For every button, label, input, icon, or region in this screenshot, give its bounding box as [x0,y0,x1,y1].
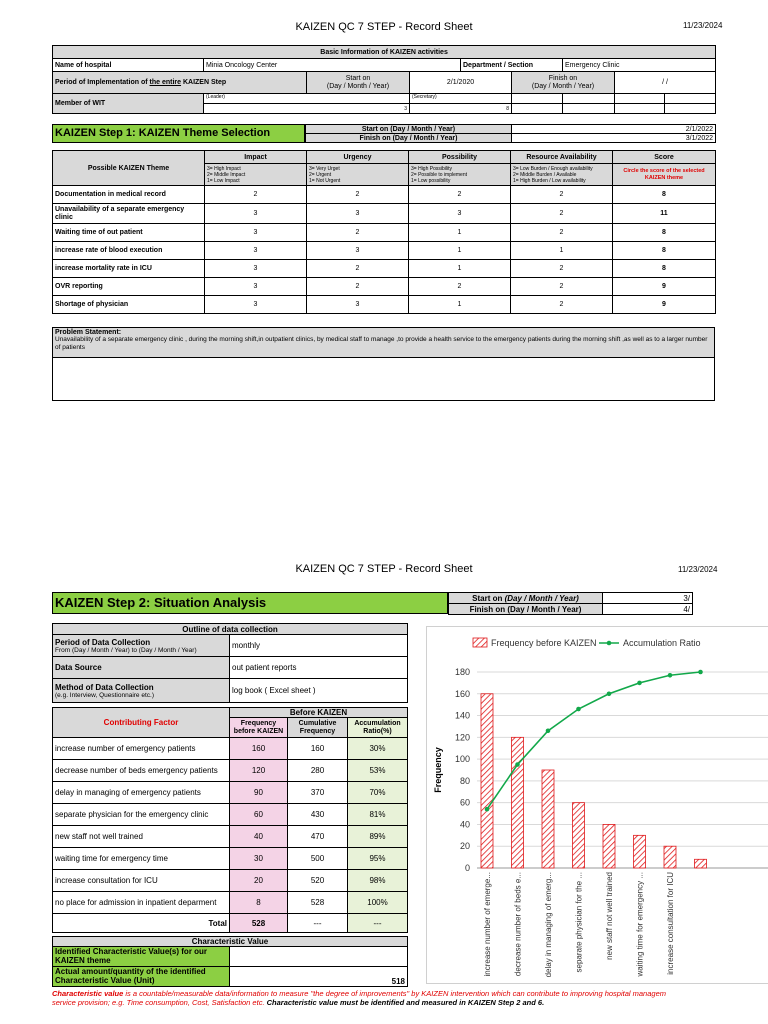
bar [573,803,585,868]
step1-finish-value[interactable]: 3/1/2022 [512,134,716,143]
data-source-value[interactable]: out patient reports [230,657,408,679]
theme-name[interactable]: Shortage of physician [53,296,205,314]
period-collection-label: Period of Data Collection From (Day / Month / Year) to (Day / Month / Year) [53,635,230,657]
urgency-legend: 3= Very Urget 2= Urgent 1= Not Urgent [307,164,409,186]
factor-freq[interactable]: 60 [230,804,288,826]
factor-row [53,804,408,826]
line-point [698,670,703,675]
finish-on-label: Finish on (Day / Month / Year) [512,72,615,94]
factor-name[interactable]: no place for admission in inpatient deparment [53,892,230,914]
score-value: 8 [613,224,716,242]
step1-title: KAIZEN Step 1: KAIZEN Theme Selection [52,124,305,143]
score-value: 9 [613,296,716,314]
factor-ratio[interactable]: 100% [348,892,408,914]
resource-col-header: Resource Availability [511,151,613,164]
legend-line-label: Accumulation Ratio [623,638,701,648]
factor-name[interactable]: separate physician for the emergency clinic [53,804,230,826]
sheet2-date: 11/23/2024 [678,565,718,574]
actual-label: Actual amount/quantity of the identified Characteristic Value (Unit) [53,967,230,987]
step2-dates [448,592,693,615]
period-collection-value[interactable]: monthly [230,635,408,657]
factor-col-header: Contributing Factor [53,708,230,738]
x-tick-label: increase number of emerge... [483,872,492,977]
y-tick-label: 120 [454,732,470,743]
resource-value[interactable]: 2 [511,186,613,204]
step1-finish-label: Finish on (Day / Month / Year) [306,134,512,143]
factor-cum[interactable]: 280 [288,760,348,782]
score-value: 9 [613,278,716,296]
total-label: Total [53,914,230,933]
urgency-value[interactable]: 2 [307,260,409,278]
total-ratio: --- [348,914,408,933]
step2-finish-value[interactable]: 4/ [603,604,693,615]
freq-col-header: Frequency before KAIZEN [230,718,288,738]
impact-col-header: Impact [205,151,307,164]
problem-statement-box [52,327,715,401]
theme-table [52,150,716,314]
impact-value[interactable]: 3 [205,224,307,242]
line-point [546,729,551,734]
resource-value[interactable]: 2 [511,296,613,314]
outline-header: Outline of data collection [53,624,408,635]
factor-ratio[interactable]: 53% [348,760,408,782]
step2-finish-label: Finish on (Day / Month / Year) [449,604,603,615]
finish-on-value[interactable]: / / [615,72,716,94]
data-source-label: Data Source [53,657,230,679]
factor-row [53,892,408,914]
theme-name[interactable]: Waiting time of out patient [53,224,205,242]
identified-label: Identified Characteristic Value(s) for our KAIZEN theme [53,947,230,967]
urgency-value[interactable]: 3 [307,204,409,224]
resource-value[interactable]: 2 [511,224,613,242]
factor-freq[interactable]: 160 [230,738,288,760]
step2-start-label: Start on (Day / Month / Year) [449,593,603,604]
bar [481,694,493,868]
y-tick-label: 40 [459,819,470,830]
possibility-legend: 3= High Possibility 2= Possible to implement 1= Low possibility [409,164,511,186]
resource-value[interactable]: 2 [511,278,613,296]
factor-name[interactable]: waiting time for emergency time [53,848,230,870]
factor-row [53,826,408,848]
impact-value[interactable]: 3 [205,204,307,224]
impact-value[interactable]: 3 [205,260,307,278]
theme-name[interactable]: OVR reporting [53,278,205,296]
factor-row [53,738,408,760]
factor-ratio[interactable]: 95% [348,848,408,870]
secretary-label: (Secretary) [410,94,512,104]
urgency-col-header: Urgency [307,151,409,164]
theme-row [53,204,716,224]
step1-dates [305,124,716,143]
impact-legend: 3= High Impact 2= Middle Impact 1= Low Impact [205,164,307,186]
bar [512,737,524,868]
factor-name[interactable]: increase number of emergency patients [53,738,230,760]
factor-name[interactable]: delay in managing of emergency patients [53,782,230,804]
factor-ratio[interactable]: 98% [348,870,408,892]
theme-name[interactable]: Documentation in medical record [53,186,205,204]
step1-start-value[interactable]: 2/1/2022 [512,125,716,134]
sheet2-title: KAIZEN QC 7 STEP - Record Sheet [295,563,473,575]
theme-name[interactable]: Unavailability of a separate emergency clinic [53,204,205,224]
factor-freq[interactable]: 90 [230,782,288,804]
factor-freq[interactable]: 30 [230,848,288,870]
method-value[interactable]: log book ( Excel sheet ) [230,679,408,703]
urgency-value[interactable]: 2 [307,278,409,296]
factor-ratio[interactable]: 89% [348,826,408,848]
period-label: Period of Implementation of the entire KAIZEN Step [53,72,307,94]
identified-value[interactable] [230,947,408,967]
score-value: 8 [613,186,716,204]
factors-table [52,707,408,933]
problem-text[interactable]: Unavailability of a separate emergency clinic , during the morning shift,in outpatient clinics, by medical staff to manage ,to provide a health service to the emergency patients during the morning shift ,as well as to a larger number of patients [55,336,708,351]
factor-cum[interactable]: 520 [288,870,348,892]
bar [695,859,707,868]
sheet1-date: 11/23/2024 [683,21,723,30]
line-point [576,707,581,712]
start-on-value[interactable]: 2/1/2020 [410,72,512,94]
line-point [607,691,612,696]
theme-row [53,296,716,314]
urgency-value[interactable]: 3 [307,242,409,260]
impact-value[interactable]: 2 [205,186,307,204]
actual-value[interactable]: 518 [230,967,408,987]
resource-legend: 3= Low Burden / Enough availability 2= Middle Burden / Available 1= High Burden / Low availability [511,164,613,186]
y-tick-label: 60 [459,797,470,808]
factor-name[interactable]: decrease number of beds emergency patients [53,760,230,782]
factor-row [53,870,408,892]
factor-freq[interactable]: 40 [230,826,288,848]
secretary-num: 8 [410,104,512,114]
factor-cum[interactable]: 470 [288,826,348,848]
line-point [485,807,490,812]
y-tick-label: 20 [459,841,470,852]
characteristic-table [52,936,408,987]
bar [664,846,676,868]
resource-value[interactable]: 2 [511,260,613,278]
legend-bar-swatch [473,638,487,647]
line-point [637,681,642,686]
impact-value[interactable]: 3 [205,278,307,296]
sheet1-title: KAIZEN QC 7 STEP - Record Sheet [295,21,473,33]
factor-row [53,848,408,870]
theme-name[interactable]: increase mortality rate in ICU [53,260,205,278]
theme-row [53,278,716,296]
pareto-chart-frame [426,626,768,984]
theme-name[interactable]: increase rate of blood execution [53,242,205,260]
bar [634,835,646,868]
possibility-value[interactable]: 1 [409,296,511,314]
y-tick-label: 180 [454,667,470,677]
x-tick-label: new staff not well trained [605,872,614,960]
possibility-value[interactable]: 2 [409,186,511,204]
factor-ratio[interactable]: 70% [348,782,408,804]
legend-bar-label: Frequency before KAIZEN [491,638,597,648]
method-label: Method of Data Collection (e.g. Interview, Questionnaire etc.) [53,679,230,703]
score-legend: Circle the score of the selected KAIZEN theme [613,164,716,186]
factor-cum[interactable]: 500 [288,848,348,870]
factor-freq[interactable]: 120 [230,760,288,782]
characteristic-note: Characteristic value is a countable/measurable data/information to measure "the degree of improvements" by KAIZEN intervention which can contribute to improving hospital managem service provision; e.g. Time consumption, Cost, Satisfaction etc. Characteristic value must be identified and measured in KAIZEN Step 2 and 6. [52,989,666,1007]
resource-value[interactable]: 1 [511,242,613,260]
y-tick-label: 140 [454,710,470,721]
dept-value[interactable]: Emergency Clinic [563,59,716,72]
basic-info-header: Basic Information of KAIZEN activities [53,46,716,59]
resource-value[interactable]: 2 [511,204,613,224]
factor-name[interactable]: increase consultation for ICU [53,870,230,892]
factor-cum[interactable]: 370 [288,782,348,804]
factor-freq[interactable]: 20 [230,870,288,892]
possibility-value[interactable]: 3 [409,204,511,224]
outline-table [52,623,408,703]
score-value: 8 [613,242,716,260]
possibility-value[interactable]: 2 [409,278,511,296]
impact-value[interactable]: 3 [205,242,307,260]
basic-info-table [52,45,716,114]
step2-start-value[interactable]: 3/ [603,593,693,604]
theme-row [53,260,716,278]
factor-ratio[interactable]: 30% [348,738,408,760]
problem-label: Problem Statement: [55,329,122,336]
y-tick-label: 0 [464,863,470,873]
factor-freq[interactable]: 8 [230,892,288,914]
urgency-value[interactable]: 2 [307,224,409,242]
before-kaizen-header: Before KAIZEN [230,708,408,718]
impact-value[interactable]: 3 [205,296,307,314]
dept-label: Department / Section [461,59,563,72]
x-tick-label: increase consultation for ICU [666,872,675,975]
score-value: 11 [613,204,716,224]
characteristic-header: Characteristic Value [53,937,408,947]
line-point [668,673,673,678]
y-tick-label: 100 [454,754,470,765]
x-tick-label: waiting time for emergency ... [635,872,645,977]
total-freq: 528 [230,914,288,933]
start-on-label: Start on (Day / Month / Year) [307,72,410,94]
member-label: Member of WIT [53,94,204,114]
factor-cum[interactable]: 160 [288,738,348,760]
pareto-chart [427,627,768,984]
factor-cum[interactable]: 430 [288,804,348,826]
theme-col-header: Possible KAIZEN Theme [53,151,205,186]
factor-row [53,782,408,804]
urgency-value[interactable]: 2 [307,186,409,204]
step1-start-label: Start on (Day / Month / Year) [306,125,512,134]
theme-row [53,224,716,242]
step2-title: KAIZEN Step 2: Situation Analysis [52,592,448,614]
bar [603,824,615,868]
bar [542,770,554,868]
total-cum: --- [288,914,348,933]
cum-col-header: Cumulative Frequency [288,718,348,738]
possibility-value[interactable]: 1 [409,224,511,242]
line-point [515,762,520,767]
possibility-value[interactable]: 1 [409,260,511,278]
y-axis-label: Frequency [433,747,443,793]
score-col-header: Score [613,151,716,164]
factor-name[interactable]: new staff not well trained [53,826,230,848]
leader-label: (Leader) [204,94,410,104]
score-value: 8 [613,260,716,278]
factor-cum[interactable]: 528 [288,892,348,914]
hospital-value[interactable]: Minia Oncology Center [204,59,461,72]
y-tick-label: 80 [459,775,470,786]
y-tick-label: 160 [454,688,470,699]
factor-ratio[interactable]: 81% [348,804,408,826]
x-tick-label: delay in managing of emerg... [544,872,553,978]
leader-num: 3 [204,104,410,114]
hospital-label: Name of hospital [53,59,204,72]
theme-row [53,242,716,260]
theme-row [53,186,716,204]
x-tick-label: decrease number of beds e... [513,872,523,977]
ratio-col-header: Accumulation Ratio(%) [348,718,408,738]
possibility-col-header: Possibility [409,151,511,164]
legend-line-point [607,641,612,646]
possibility-value[interactable]: 1 [409,242,511,260]
urgency-value[interactable]: 3 [307,296,409,314]
factor-row [53,760,408,782]
x-tick-label: separate physician for the ... [574,872,584,973]
